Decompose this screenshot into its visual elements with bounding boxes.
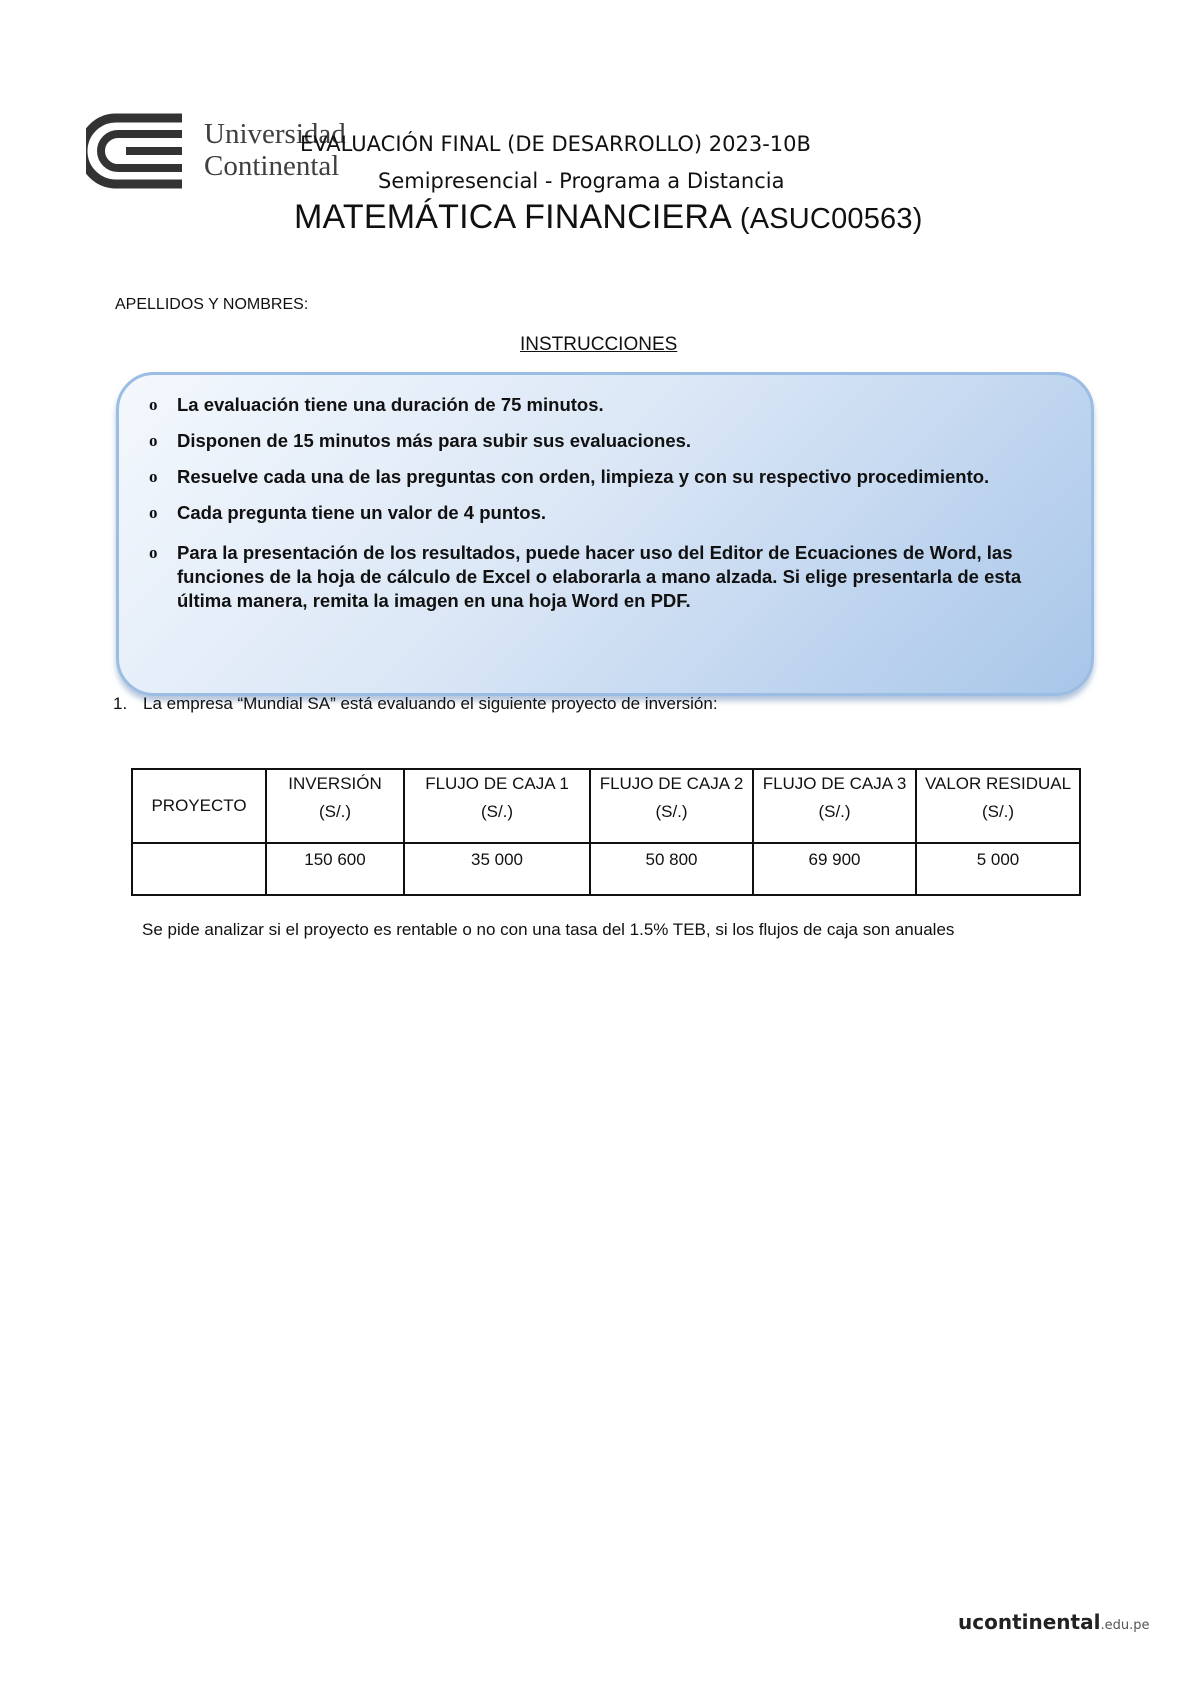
header-cell-flujo-1 [404, 769, 590, 843]
bullet-icon: o [149, 503, 158, 522]
header-cell-inversion [266, 769, 404, 843]
exam-subtitle: Semipresencial - Programa a Distancia [378, 169, 785, 193]
student-names-label: APELLIDOS Y NOMBRES: [115, 296, 309, 313]
header-cell-proyecto [132, 769, 266, 843]
header-unit: (S/.) [480, 802, 514, 821]
instruction-item [149, 459, 1059, 495]
bullet-icon: o [149, 467, 158, 486]
bullet-icon: o [149, 395, 158, 414]
header-unit: (S/.) [655, 802, 688, 821]
instruction-text: Cada pregunta tiene un valor de 4 puntos. [177, 502, 547, 523]
header-label: VALOR RESIDUAL [924, 774, 1072, 793]
instruction-text: Para la presentación de los resultados, puede hacer uso del Editor de Ecuaciones de Word, las funciones de la hoja de cálculo de Excel o elaborarla a mano alzada. Si elige presentarla de esta última manera, remita la imagen en una hoja Word en PDF. [177, 542, 1022, 611]
table-header-row [132, 769, 1080, 843]
instructions-list [149, 387, 1059, 613]
header-label: FLUJO DE CAJA 2 [599, 774, 744, 793]
continental-c-icon [86, 112, 191, 190]
header-label: INVERSIÓN [288, 774, 382, 793]
header-unit: (S/.) [981, 802, 1015, 821]
table-cell: 35 000 [404, 843, 590, 895]
instruction-text: Disponen de 15 minutos más para subir sus evaluaciones. [177, 430, 692, 451]
instruction-item [149, 423, 1059, 459]
footer-brand-name: ucontinental [958, 1610, 1101, 1634]
course-code: (ASUC00563) [739, 203, 923, 235]
bullet-icon: o [149, 431, 158, 450]
instruction-text: La evaluación tiene una duración de 75 minutos. [177, 394, 604, 415]
logo-line-2: Continental [204, 150, 340, 182]
header-cell-flujo-3 [753, 769, 916, 843]
question-1 [113, 694, 718, 714]
header-label: FLUJO DE CAJA 1 [425, 774, 569, 793]
header-label: FLUJO DE CAJA 3 [762, 774, 907, 793]
header-cell-flujo-2 [590, 769, 753, 843]
question-text: La empresa “Mundial SA” está evaluando el siguiente proyecto de inversión: [143, 694, 718, 713]
header-unit: (S/.) [318, 802, 352, 821]
instruction-item [149, 387, 1059, 423]
logo-line-1: Universidad [204, 118, 346, 150]
table-cell: 50 800 [590, 843, 753, 895]
table-row [132, 843, 1080, 895]
footer-domain: .edu.pe [1100, 1618, 1150, 1633]
question-number: 1. [113, 694, 128, 713]
project-table [131, 768, 1081, 896]
header-unit: (S/.) [818, 802, 851, 821]
exam-title: EVALUACIÓN FINAL (DE DESARROLLO) 2023-10B [300, 132, 811, 156]
question-note: Se pide analizar si el proyecto es rentable o no con una tasa del 1.5% TEB, si los flujos de caja son anuales [142, 920, 955, 939]
table-cell: 69 900 [753, 843, 916, 895]
instruction-item [149, 541, 1059, 613]
instructions-heading: INSTRUCCIONES [520, 334, 678, 355]
course-name: MATEMÁTICA FINANCIERA [294, 198, 731, 236]
instructions-box [116, 372, 1094, 696]
table-cell: 5 000 [916, 843, 1080, 895]
table-cell [132, 843, 266, 895]
header-cell-valor-residual [916, 769, 1080, 843]
bullet-icon: o [149, 543, 158, 562]
instruction-text: Resuelve cada una de las preguntas con orden, limpieza y con su respectivo procedimiento. [177, 466, 990, 487]
table-cell: 150 600 [266, 843, 404, 895]
instruction-item [149, 495, 1059, 531]
course-title [294, 198, 923, 237]
footer-brand [958, 1610, 1149, 1634]
header-label: PROYECTO [151, 796, 247, 815]
